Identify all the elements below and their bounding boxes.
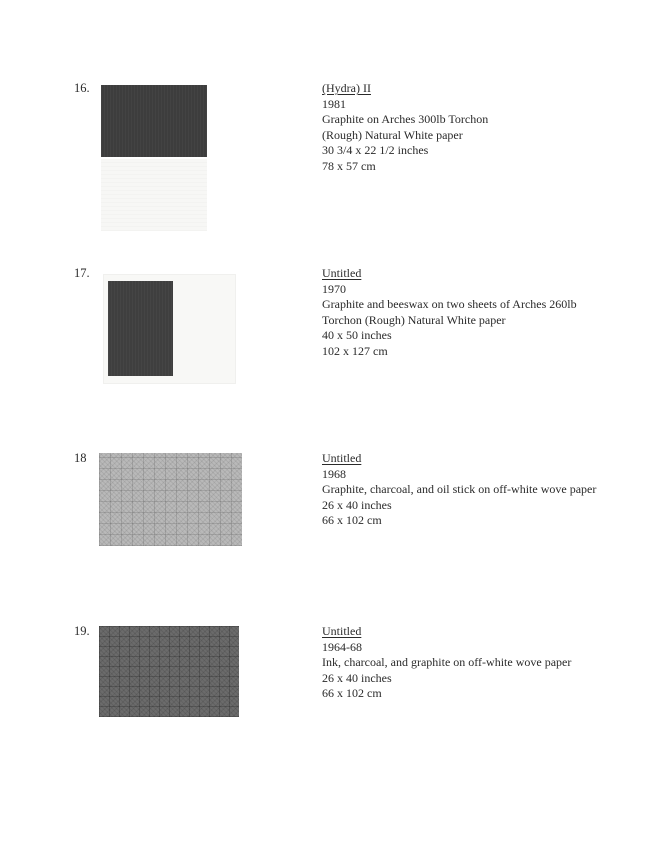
artwork-dimensions-cm: 78 x 57 cm <box>322 158 376 173</box>
artwork-image-dark-rectangle <box>108 281 173 376</box>
artwork-title: (Hydra) II <box>322 81 371 95</box>
artwork-image-dark-block <box>101 85 207 157</box>
artwork-dimensions-inches: 40 x 50 inches <box>322 328 392 343</box>
artwork-image-grid-light <box>99 453 242 546</box>
artwork-title: Untitled <box>322 624 362 638</box>
artwork-caption <box>322 81 642 175</box>
artwork-image-grid-dark <box>99 626 239 717</box>
artwork-medium: Graphite, charcoal, and oil stick on off-white wove paper <box>322 482 597 497</box>
artwork-dimensions-cm: 66 x 102 cm <box>322 513 382 528</box>
artwork-dimensions-inches: 26 x 40 inches <box>322 497 392 512</box>
entry-number: 18 <box>74 451 87 465</box>
artwork-medium-line-1: Graphite on Arches 300lb Torchon <box>322 112 489 127</box>
entry-number: 19. <box>74 624 90 638</box>
artwork-title: Untitled <box>322 266 362 280</box>
artwork-dimensions-cm: 102 x 127 cm <box>322 343 388 358</box>
artwork-medium-line-2: Torchon (Rough) Natural White paper <box>322 312 506 327</box>
artwork-title: Untitled <box>322 451 362 465</box>
artwork-dimensions-cm: 66 x 102 cm <box>322 686 382 701</box>
artwork-caption <box>322 266 642 360</box>
artwork-caption <box>322 451 642 529</box>
artwork-date: 1981 <box>322 96 346 111</box>
artwork-caption <box>322 624 642 702</box>
artwork-date: 1964-68 <box>322 639 362 654</box>
entry-number: 16. <box>74 81 90 95</box>
artwork-dimensions-inches: 30 3/4 x 22 1/2 inches <box>322 143 429 158</box>
artwork-medium-line-1: Graphite and beeswax on two sheets of Arches 260lb <box>322 297 577 312</box>
artwork-date: 1970 <box>322 281 346 296</box>
entry-number: 17. <box>74 266 90 280</box>
artwork-image-pale-sheet <box>101 159 207 231</box>
artwork-date: 1968 <box>322 466 346 481</box>
artwork-medium-line-2: (Rough) Natural White paper <box>322 127 463 142</box>
artwork-dimensions-inches: 26 x 40 inches <box>322 670 392 685</box>
artwork-medium: Ink, charcoal, and graphite on off-white wove paper <box>322 655 572 670</box>
